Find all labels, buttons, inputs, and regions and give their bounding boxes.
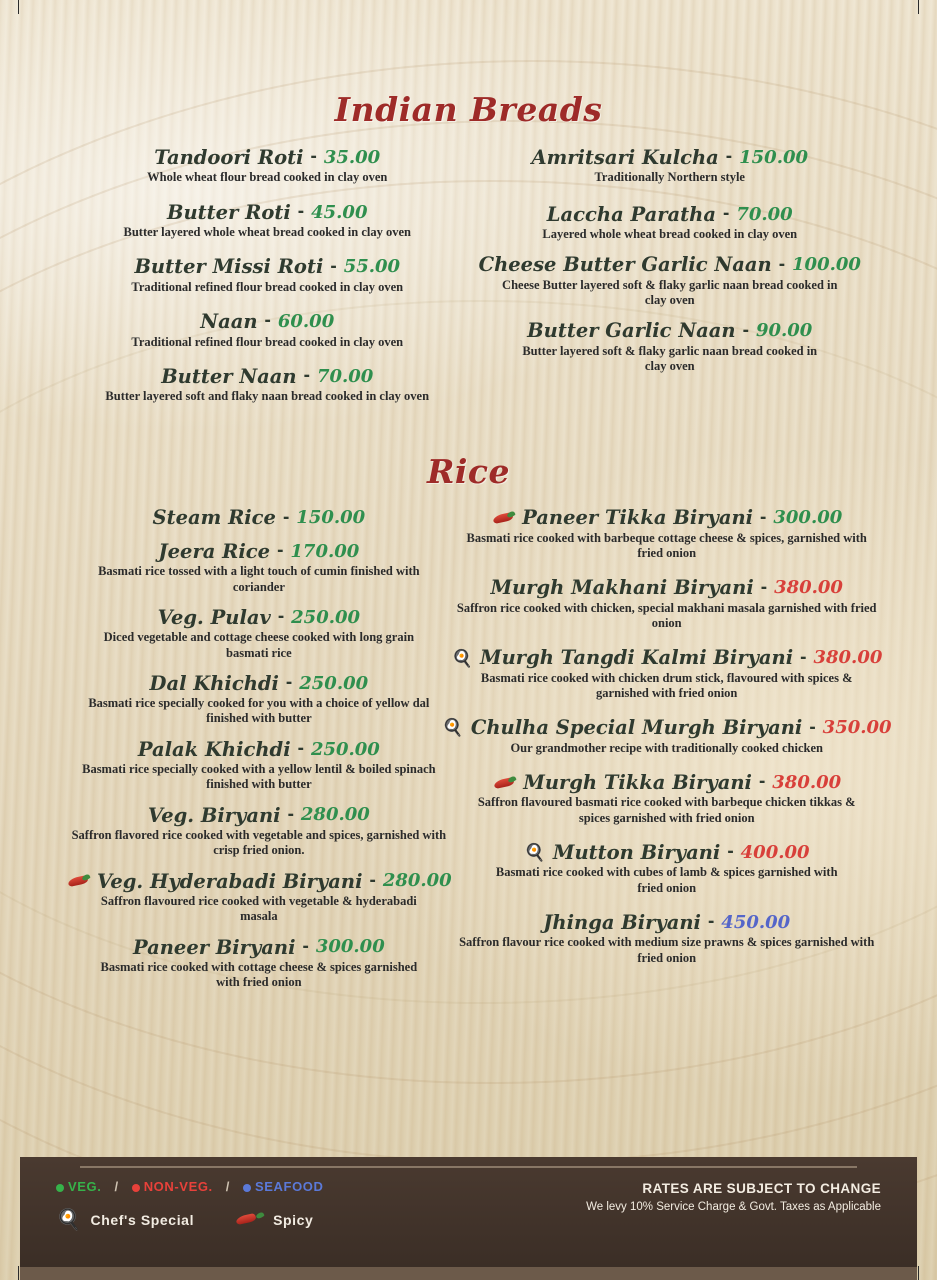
veg-dot-icon (56, 1184, 64, 1192)
legend-nonveg (132, 1179, 213, 1194)
dish-price: 300.00 (773, 507, 843, 529)
dish-price: 280.00 (382, 870, 452, 892)
dish-dash: - (742, 319, 749, 341)
menu-item[interactable] (66, 673, 452, 727)
dish-name: Laccha Paratha (546, 202, 716, 226)
legend (56, 1179, 323, 1230)
dish-description: Basmati rice cooked with cubes of lamb & spices garnished with fried onion (495, 865, 838, 895)
dish-name: Murgh Tikka Biryani (523, 770, 752, 794)
dish-dash: - (760, 506, 767, 528)
chili-icon (66, 875, 90, 887)
menu-item[interactable] (469, 254, 872, 308)
legend-separator: / (225, 1179, 230, 1194)
dish-name: Jeera Rice (158, 539, 271, 563)
dish-dash: - (707, 911, 715, 933)
menu-item[interactable] (66, 805, 452, 859)
dish-description: Basmati rice cooked with cottage cheese & spices garnished with fried onion (100, 959, 418, 990)
dish-dash: - (369, 869, 376, 891)
legend-specials (56, 1210, 323, 1230)
menu-item[interactable] (66, 607, 452, 661)
dish-description: Butter layered soft and flaky naan bread cooked in clay oven (105, 389, 430, 404)
legend-types (56, 1179, 323, 1194)
dish-price: 380.00 (772, 771, 842, 793)
menu-item[interactable] (452, 772, 882, 826)
dish-description: Cheese Butter layered soft & flaky garlic naan bread cooked in clay oven (502, 277, 838, 308)
dish-name: Amritsari Kulcha (531, 146, 719, 169)
rates-title: RATES ARE SUBJECT TO CHANGE (642, 1181, 881, 1196)
menu-content (20, 12, 917, 1267)
dish-dash: - (723, 202, 730, 224)
dish-price: 150.00 (739, 146, 809, 168)
dish-dash: - (725, 146, 733, 168)
dish-price: 70.00 (736, 203, 793, 225)
dish-description: Basmati rice specially cooked with a yellow lentil & boiled spinach finished with butter (82, 762, 436, 792)
dish-dash: - (297, 737, 304, 759)
chef-hat-icon: 🍳 (442, 718, 464, 738)
dish-name: Veg. Hyderabadi Biryani (97, 869, 363, 893)
dish-name: Cheese Butter Garlic Naan (478, 253, 772, 277)
dish-price: 35.00 (323, 146, 381, 168)
menu-item[interactable] (66, 937, 452, 991)
legend-nonveg-label: NON-VEG. (143, 1179, 213, 1194)
dish-name: Veg. Pulav (157, 605, 271, 629)
dish-price: 60.00 (277, 310, 335, 332)
chili-icon (492, 777, 516, 789)
menu-item[interactable] (442, 716, 892, 756)
section-rice (20, 507, 917, 994)
legend-chef-special-label: Chef's Special (90, 1212, 195, 1228)
dish-description: Saffron flavoured rice cooked with vegetable & hyderabadi masala (100, 894, 417, 924)
dish-price: 150.00 (296, 507, 366, 529)
dish-name: Veg. Biryani (147, 803, 281, 827)
dish-price: 45.00 (311, 201, 368, 223)
section-title-indian-breads: Indian Breads (334, 90, 603, 129)
rates-notice (586, 1181, 881, 1213)
dish-name: Dal Khichdi (149, 671, 279, 695)
dish-name: Murgh Tangdi Kalmi Biryani (480, 646, 794, 670)
dish-dash: - (330, 255, 337, 277)
dish-price: 250.00 (310, 738, 380, 760)
dish-description: Layered whole wheat bread cooked in clay oven (542, 227, 798, 242)
dish-dash: - (758, 771, 766, 793)
dish-name: Butter Roti (167, 200, 291, 224)
menu-item[interactable] (66, 366, 469, 405)
dish-name: Butter Missi Roti (134, 255, 324, 279)
dish-dash: - (285, 672, 293, 694)
footer (20, 1157, 917, 1267)
dish-price: 90.00 (755, 320, 813, 342)
section-title-rice: Rice (426, 452, 511, 492)
footer-divider (80, 1166, 857, 1168)
dish-name: Butter Naan (161, 364, 297, 388)
chili-icon (491, 512, 515, 524)
dish-dash: - (264, 310, 271, 332)
dish-description: Basmati rice cooked with chicken drum stick, flavoured with spices & garnished with fried onion (480, 670, 853, 700)
seafood-dot-icon (243, 1184, 251, 1192)
menu-item[interactable] (452, 507, 882, 561)
dish-name: Palak Khichdi (137, 737, 291, 761)
dish-name: Paneer Biryani (132, 935, 296, 959)
legend-seafood (243, 1179, 323, 1194)
dish-dash: - (297, 200, 305, 222)
crop-mark-bottom-right (918, 1266, 919, 1280)
dish-name: Chulha Special Murgh Biryani (470, 716, 803, 740)
menu-item[interactable] (66, 202, 469, 241)
menu-item[interactable] (66, 507, 452, 528)
menu-item[interactable] (452, 842, 882, 896)
dish-description: Basmati rice cooked with barbeque cottage cheese & spices, garnished with fried onion (466, 530, 867, 561)
crop-mark-bottom-left (18, 1266, 19, 1280)
menu-item[interactable] (66, 739, 452, 793)
dish-dash: - (282, 506, 290, 528)
dish-description: Diced vegetable and cottage cheese cooked with long grain basmati rice (103, 630, 415, 660)
dish-dash: - (800, 646, 807, 668)
column-left (66, 507, 452, 994)
crop-mark-top-left (18, 0, 19, 14)
dish-price: 170.00 (290, 540, 360, 562)
dish-description: Saffron rice cooked with chicken, special makhani masala garnished with fried onion (456, 600, 877, 631)
chef-hat-icon: 🍳 (451, 648, 473, 668)
dish-price: 250.00 (291, 606, 361, 628)
chef-hat-icon: 🍳 (56, 1209, 82, 1231)
dish-name: Butter Garlic Naan (527, 319, 736, 343)
dish-dash: - (277, 606, 285, 628)
dish-name: Steam Rice (152, 506, 276, 530)
dish-price: 400.00 (740, 841, 810, 863)
dish-name: Paneer Tikka Biryani (522, 506, 754, 530)
legend-veg-label: VEG. (68, 1179, 102, 1194)
crop-mark-top-right (918, 0, 919, 14)
dish-price: 450.00 (721, 911, 791, 933)
section-indian-breads (20, 147, 917, 408)
column-right (442, 506, 892, 994)
dish-dash: - (778, 253, 786, 275)
menu-item[interactable] (66, 256, 469, 295)
dish-description: Basmati rice specially cooked for you with a choice of yellow dal finished with butter (88, 696, 430, 726)
menu-item[interactable] (66, 147, 469, 186)
dish-description: Traditionally Northern style (594, 170, 745, 185)
dish-description: Basmati rice tossed with a light touch of cumin finished with coriander (98, 564, 420, 594)
column-left (66, 147, 469, 408)
dish-price: 380.00 (774, 577, 843, 599)
dish-price: 380.00 (813, 647, 883, 669)
dish-name: Jhinga Biryani (543, 910, 701, 934)
dish-description: Whole wheat flour bread cooked in clay oven (147, 170, 388, 185)
rates-subtitle: We levy 10% Service Charge & Govt. Taxes as Applicable (586, 1201, 881, 1213)
dish-price: 55.00 (343, 256, 401, 278)
dish-price: 100.00 (792, 254, 861, 276)
dish-dash: - (760, 576, 768, 598)
menu-item[interactable] (66, 541, 452, 595)
menu-item[interactable] (452, 577, 882, 631)
dish-price: 300.00 (315, 936, 385, 958)
dish-name: Naan (200, 310, 258, 334)
menu-item[interactable] (66, 871, 452, 925)
dish-description: Saffron flavoured basmati rice cooked with barbeque chicken tikkas & spices garnished with fried onion (477, 795, 856, 825)
dish-description: Saffron flavored rice cooked with vegetable and spices, garnished with crisp fried onion. (71, 828, 447, 858)
bottom-strip (20, 1267, 917, 1280)
dish-description: Traditional refined flour bread cooked in clay oven (131, 334, 404, 349)
menu-item[interactable] (452, 647, 882, 701)
dish-dash: - (302, 935, 309, 957)
menu-item[interactable] (66, 311, 469, 350)
dish-dash: - (310, 146, 317, 168)
legend-veg (56, 1179, 101, 1194)
nonveg-dot-icon (132, 1184, 140, 1192)
chef-hat-icon: 🍳 (524, 843, 546, 863)
dish-price: 250.00 (299, 672, 369, 694)
dish-dash: - (287, 803, 294, 825)
menu-item[interactable] (469, 320, 872, 374)
menu-item[interactable] (452, 912, 882, 966)
dish-dash: - (277, 540, 284, 562)
dish-description: Saffron flavour rice cooked with medium size prawns & spices garnished with fried onion (459, 935, 875, 965)
legend-spicy-label: Spicy (273, 1212, 314, 1228)
dish-name: Mutton Biryani (552, 840, 721, 864)
dish-price: 350.00 (822, 717, 892, 739)
dish-description: Our grandmother recipe with traditionally cooked chicken (510, 740, 823, 755)
dish-name: Murgh Makhani Biryani (490, 576, 754, 600)
dish-description: Butter layered whole wheat bread cooked in clay oven (123, 225, 411, 240)
column-right (469, 147, 872, 408)
dish-description: Butter layered soft & flaky garlic naan bread cooked in clay oven (522, 343, 818, 373)
dish-price: 70.00 (316, 365, 374, 387)
dish-dash: - (727, 841, 734, 863)
menu-item[interactable] (469, 204, 872, 243)
legend-separator: / (114, 1179, 119, 1194)
legend-seafood-label: SEAFOOD (255, 1179, 324, 1194)
dish-dash: - (303, 365, 310, 387)
chili-icon (234, 1213, 264, 1227)
dish-description: Traditional refined flour bread cooked in clay oven (131, 279, 404, 294)
dish-price: 280.00 (300, 804, 370, 826)
dish-name: Tandoori Roti (154, 146, 304, 169)
menu-item[interactable] (469, 147, 872, 186)
dish-dash: - (809, 716, 816, 738)
